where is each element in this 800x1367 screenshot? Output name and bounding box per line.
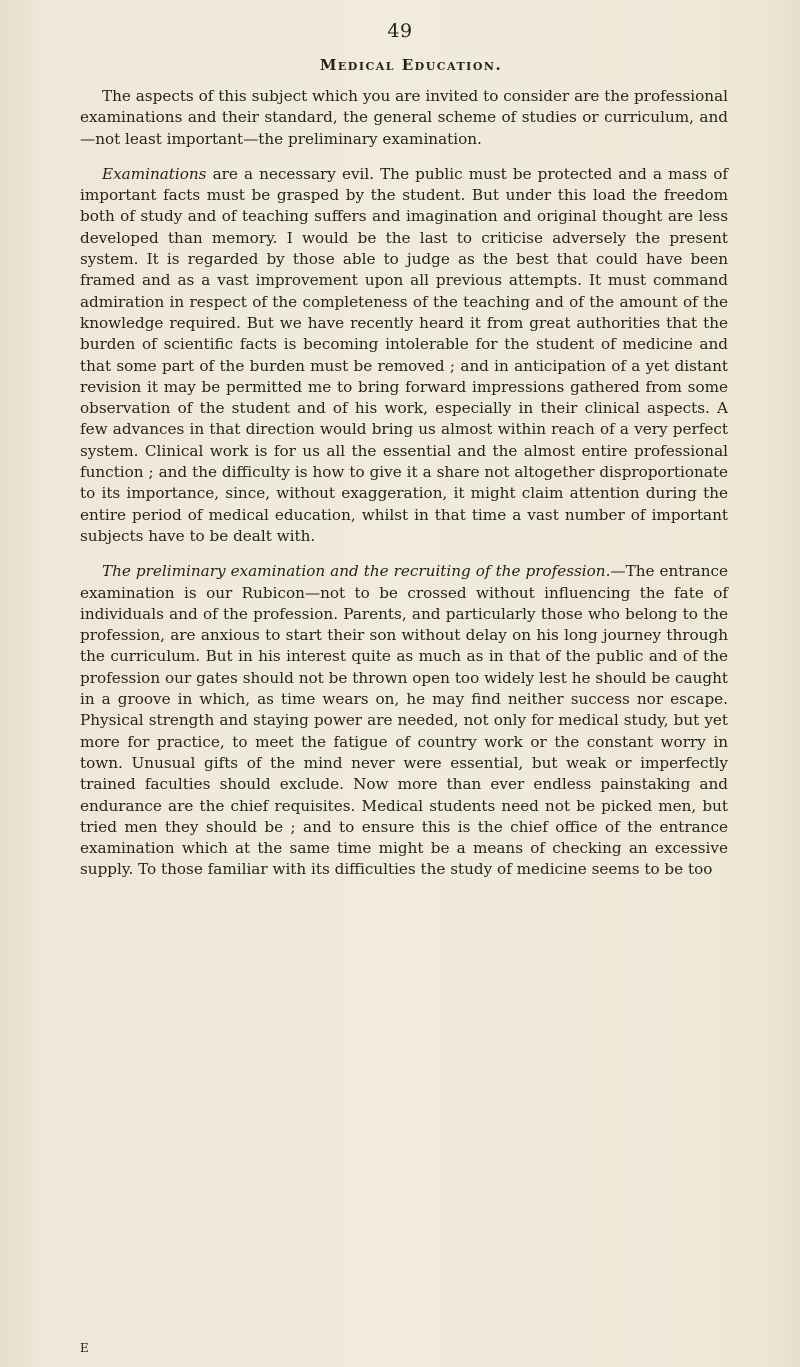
- signature-mark: E: [80, 1341, 90, 1355]
- paragraph-preliminary-text: —The entrance examination is our Rubicon—not to be crossed without influencing the fate of individuals and of the profession. Parents, and particularly those who belong to the profession, are anxious to start their son without delay on his long journey through the curriculum. But in his interest quite as much as in that of the public and of the profession our gates should not be thrown open too widely lest he should be caught in a groove in which, as time wears on, he may find neither success nor escape. Physical strength and staying power are needed, not only for medical study, but yet more for practice, to meet the fatigue of country work or the constant worry in town. Unusual gifts of the mind never were essential, but weak or imperfectly trained faculties should exclude. Now more than ever endless painstaking and endurance are the chief requisites. Medical students need not be picked men, but tried men they should be ; and to ensure this is the chief office of the entrance examination which at the same time might be a means of checking an excessive supply. To those familiar with its difficulties the study of medicine seems to be too: [80, 562, 728, 879]
- section-heading: Medical Education.: [319, 56, 503, 74]
- paragraph-intro-text: The aspects of this subject which you are invited to consider are the professional examinations and their standard, the general scheme of studies or curriculum, and—not least important—the preliminary examination.: [80, 87, 728, 148]
- paragraph-preliminary: [80, 561, 728, 880]
- paragraph-intro: [80, 86, 728, 150]
- page-number: 49: [387, 20, 413, 42]
- paragraph-examinations: [80, 164, 728, 547]
- page-content: [80, 56, 728, 895]
- paragraph-examinations-lead: Examinations: [102, 164, 207, 183]
- paragraph-examinations-text: are a necessary evil. The public must be protected and a mass of important facts must be grasped by the student. But under this load the freedom both of study and of teaching suffers and imagination and original thought are less developed than memory. I would be the last to criticise adversely the present system. It is regarded by those able to judge as the best that could have been framed and as a vast improvement upon all previous attempts. It must command admiration in respect of the completeness of the teaching and of the amount of the knowledge required. But we have recently heard it from great authorities that the burden of scientific facts is becoming intolerable for the student of medicine and that some part of the burden must be removed ; and in anticipation of a yet distant revision it may be permitted me to bring forward impressions gathered from some observation of the student and of his work, especially in their clinical aspects. A few advances in that direction would bring us almost within reach of a very perfect system. Clinical work is for us all the essential and the almost entire professional function ; and the difficulty is how to give it a share not altogether disproportionate to its importance, since, without exaggeration, it might claim attention during the entire period of medical education, whilst in that time a vast number of important subjects have to be dealt with.: [80, 164, 728, 545]
- paragraph-preliminary-lead: The preliminary examination and the recruiting of the profession.: [102, 562, 611, 581]
